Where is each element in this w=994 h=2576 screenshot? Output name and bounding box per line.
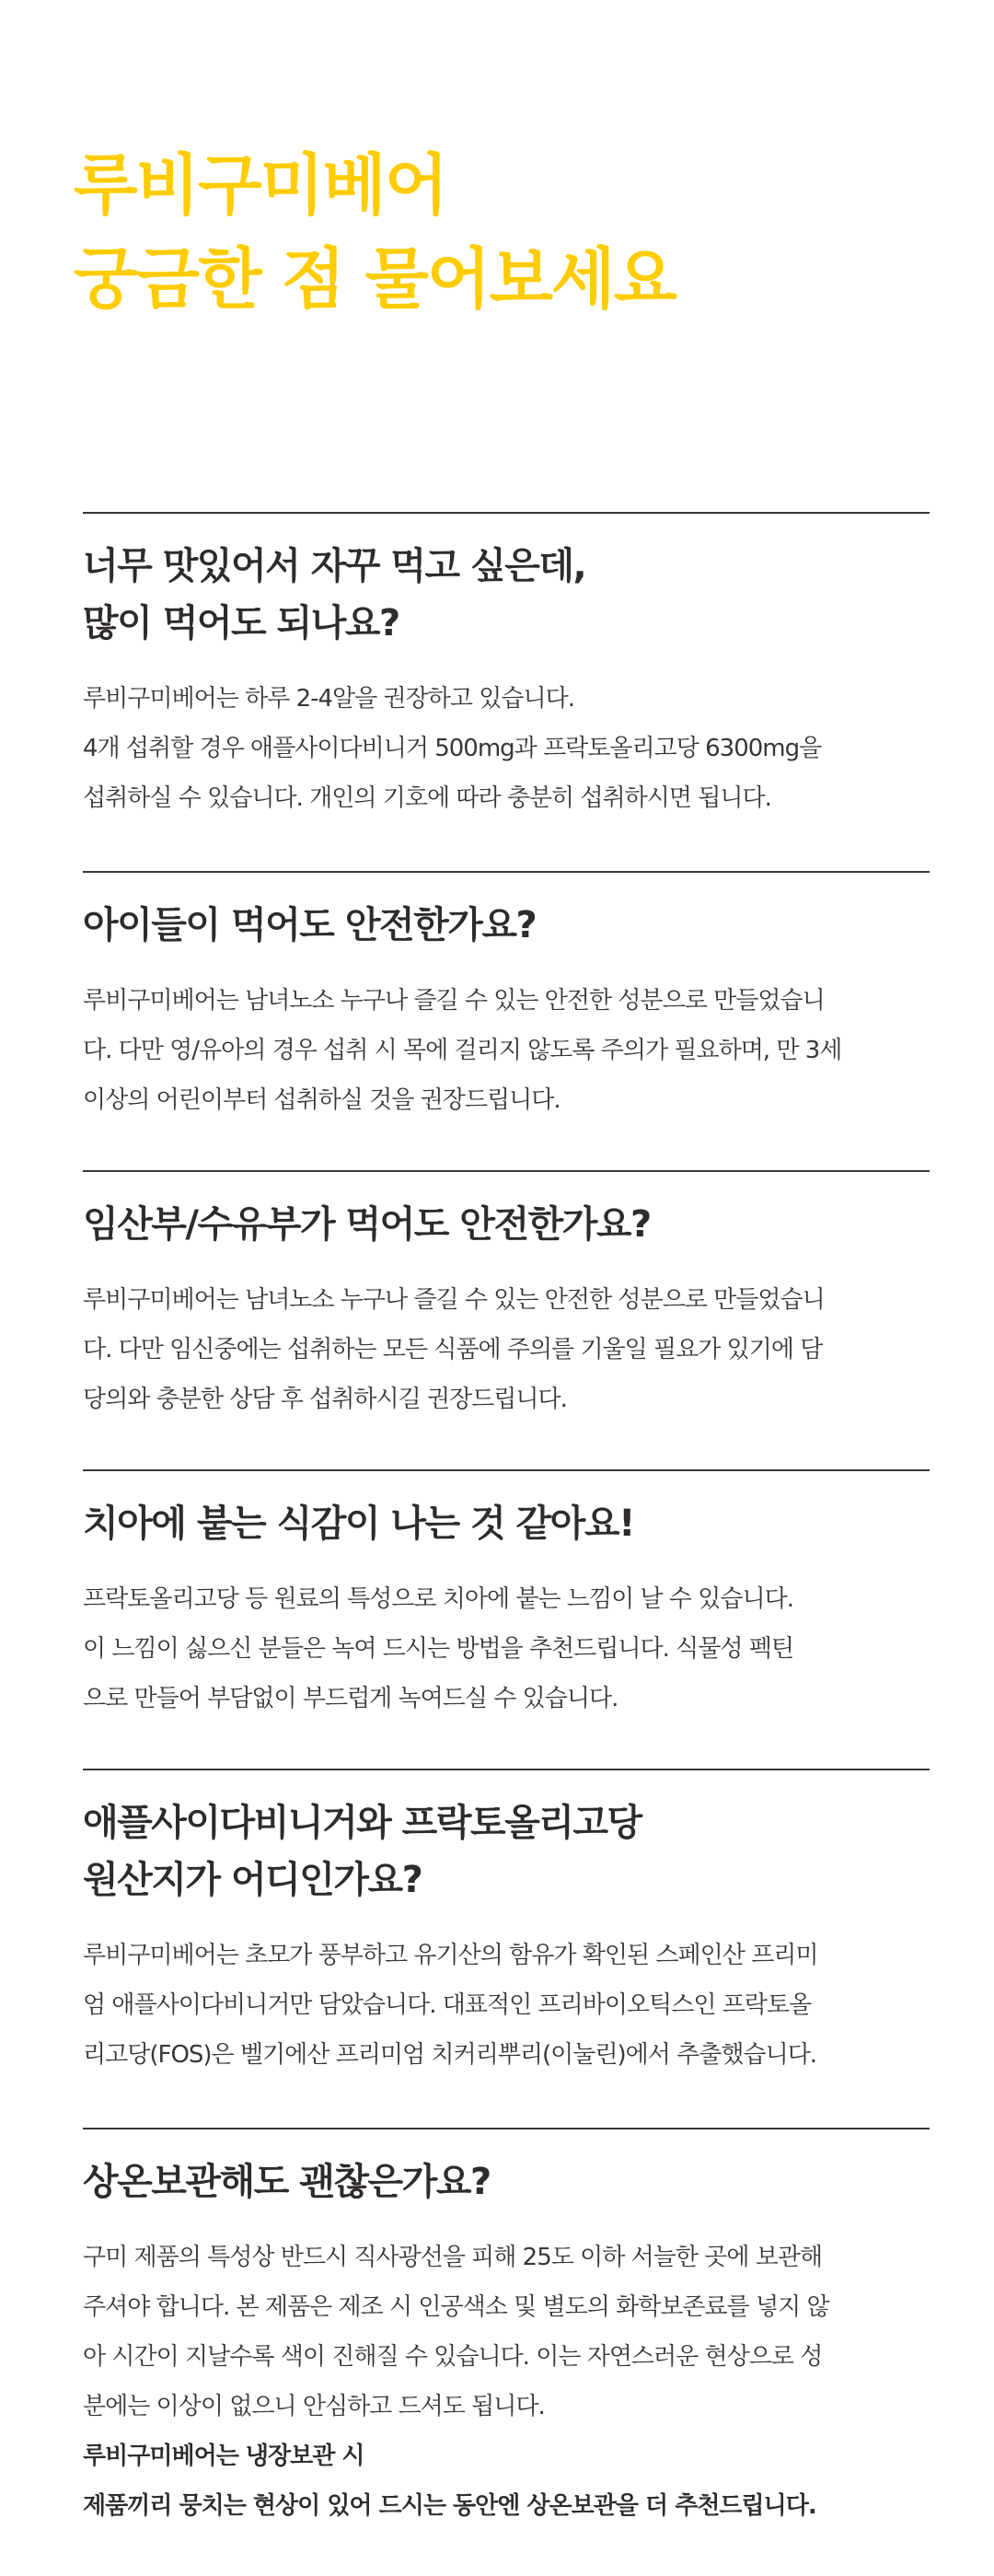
faq-item-children xyxy=(83,871,930,1170)
faq-answer xyxy=(83,1931,930,2080)
answer-line xyxy=(83,2382,930,2481)
answer-line: 당의와 충분한 상담 후 섭취하시길 권장드립니다. xyxy=(83,1386,567,1413)
question-line: 원산지가 어디인가요? xyxy=(83,1859,422,1901)
answer-emphasis: 루비구미베어는 냉장보관 시 xyxy=(83,2443,364,2470)
answer-line: 이 느낌이 싫으신 분들은 녹여 드시는 방법을 추천드립니다. 식물성 펙틴 xyxy=(83,1635,794,1663)
faq-question xyxy=(83,897,930,954)
answer-line xyxy=(83,2481,930,2531)
answer-emphasis: 제품끼리 뭉치는 현상이 있어 드시는 동안엔 상온보관을 더 추천드립니다. xyxy=(83,2492,816,2520)
question-line: 임산부/수유부가 먹어도 안전한가요? xyxy=(83,1203,651,1246)
faq-item-eat-a-lot xyxy=(83,512,930,871)
faq-item-origin xyxy=(83,1769,930,2128)
title-line-2: 궁금한 점 물어보세요 xyxy=(74,240,676,318)
title-line-1: 루비구미베어 xyxy=(74,146,447,224)
faq-question xyxy=(83,538,930,652)
faq-answer xyxy=(83,674,930,823)
faq-item-pregnant xyxy=(83,1170,930,1469)
answer-line: 다. 다만 임신중에는 섭취하는 모든 식품에 주의를 기울일 필요가 있기에 담 xyxy=(83,1336,823,1363)
answer-line: 리고당(FOS)은 벨기에산 프리미엄 치커리뿌리(이눌린)에서 추출했습니다. xyxy=(83,2041,817,2069)
answer-line: 섭취하실 수 있습니다. 개인의 기호에 따라 충분히 섭취하시면 됩니다. xyxy=(83,784,771,812)
faq-answer xyxy=(83,1574,930,1723)
answer-text: 분에는 이상이 없으니 안심하고 드셔도 됩니다. xyxy=(83,2393,545,2420)
faq-list xyxy=(83,512,930,2520)
question-line: 애플사이다비니거와 프락토올리고당 xyxy=(83,1802,641,1844)
answer-line: 프락토올리고당 등 원료의 특성으로 치아에 붙는 느낌이 날 수 있습니다. xyxy=(83,1585,794,1613)
answer-line: 아 시간이 지날수록 색이 진해질 수 있습니다. 이는 자연스러운 현상으로 성 xyxy=(83,2343,823,2371)
answer-line: 4개 섭취할 경우 애플사이다비니거 500mg과 프락토올리고당 6300mg을 xyxy=(83,735,822,762)
answer-line: 엄 애플사이다비니거만 담았습니다. 대표적인 프리바이오틱스인 프락토올 xyxy=(83,1991,812,2019)
answer-line: 으로 만들어 부담없이 부드럽게 녹여드실 수 있습니다. xyxy=(83,1685,618,1712)
faq-question xyxy=(83,1794,930,1909)
question-line: 너무 맛있어서 자꾸 먹고 싶은데, xyxy=(83,545,586,587)
answer-line: 다. 다만 영/유아의 경우 섭취 시 목에 걸리지 않도록 주의가 필요하며, 만 3세 xyxy=(83,1037,842,1064)
answer-line: 주셔야 합니다. 본 제품은 제조 시 인공색소 및 별도의 화학보존료를 넣지 않 xyxy=(83,2293,829,2321)
answer-line: 루비구미베어는 남녀노소 누구나 즐길 수 있는 안전한 성분으로 만들었습니 xyxy=(83,987,825,1015)
answer-line: 구미 제품의 특성상 반드시 직사광선을 피해 25도 이하 서늘한 곳에 보관해 xyxy=(83,2244,823,2271)
answer-line: 루비구미베어는 남녀노소 누구나 즐길 수 있는 안전한 성분으로 만들었습니 xyxy=(83,1286,825,1314)
faq-answer xyxy=(83,976,930,1125)
faq-question xyxy=(83,2153,930,2210)
faq-item-sticky-texture xyxy=(83,1469,930,1769)
question-line: 상온보관해도 괜찮은가요? xyxy=(83,2161,491,2203)
faq-answer xyxy=(83,2233,930,2531)
question-line: 많이 먹어도 되나요? xyxy=(83,602,399,644)
faq-question xyxy=(83,1196,930,1253)
faq-answer xyxy=(83,1275,930,1424)
answer-line: 루비구미베어는 초모가 풍부하고 유기산의 함유가 확인된 스페인산 프리미 xyxy=(83,1942,818,1969)
faq-item-storage xyxy=(83,2128,930,2520)
answer-line: 이상의 어린이부터 섭취하실 것을 권장드립니다. xyxy=(83,1086,561,1114)
question-line: 치아에 붙는 식감이 나는 것 같아요! xyxy=(83,1503,634,1545)
page-title xyxy=(74,138,920,326)
answer-line: 루비구미베어는 하루 2-4알을 권장하고 있습니다. xyxy=(83,685,574,713)
faq-question xyxy=(83,1495,930,1552)
question-line: 아이들이 먹어도 안전한가요? xyxy=(83,904,537,946)
